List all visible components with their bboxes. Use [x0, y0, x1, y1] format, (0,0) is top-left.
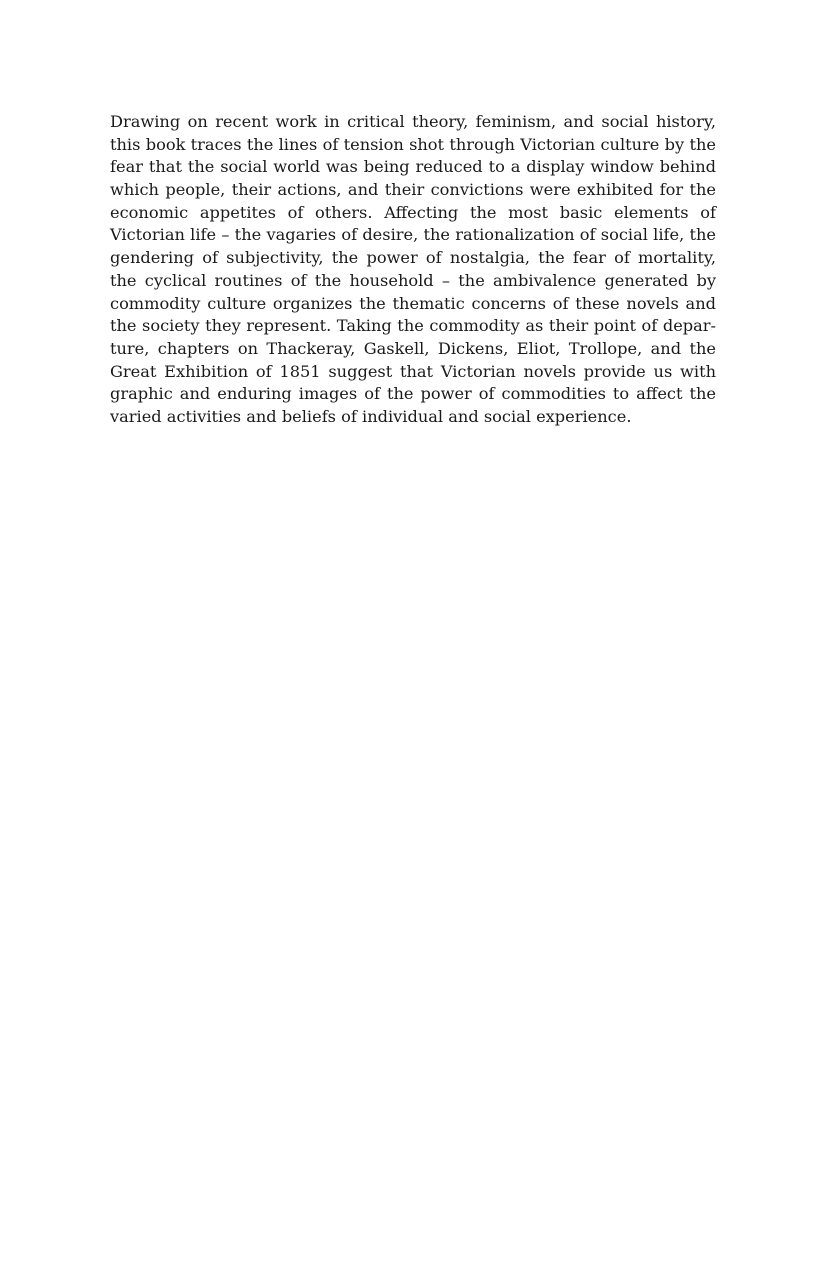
book-blurb-paragraph	[110, 111, 716, 429]
blurb-line: the cyclical routines of the household – the ambivalence generated by	[110, 270, 716, 290]
blurb-line: commodity culture organizes the thematic concerns of these novels and	[110, 293, 716, 313]
blurb-line: Great Exhibition of 1851 suggest that Victorian novels provide us with	[110, 361, 716, 381]
blurb-line: varied activities and beliefs of individual and social experience.	[110, 406, 632, 426]
blurb-line: fear that the social world was being reduced to a display window behind	[110, 157, 716, 177]
blurb-line: ture, chapters on Thackeray, Gaskell, Dickens, Eliot, Trollope, and the	[110, 338, 716, 358]
blurb-line: graphic and enduring images of the power of commodities to affect the	[110, 384, 716, 404]
blurb-line: Drawing on recent work in critical theory, feminism, and social history,	[110, 112, 716, 131]
blurb-line: this book traces the lines of tension shot through Victorian culture by the	[110, 134, 716, 154]
blurb-line: which people, their actions, and their convictions were exhibited for the	[110, 180, 716, 200]
blurb-line: the society they represent. Taking the commodity as their point of depar-	[110, 316, 716, 336]
blurb-line: economic appetites of others. Affecting the most basic elements of	[110, 202, 716, 222]
blurb-line: gendering of subjectivity, the power of nostalgia, the fear of mortality,	[110, 248, 716, 268]
blurb-line: Victorian life – the vagaries of desire, the rationalization of social life, the	[110, 225, 716, 245]
